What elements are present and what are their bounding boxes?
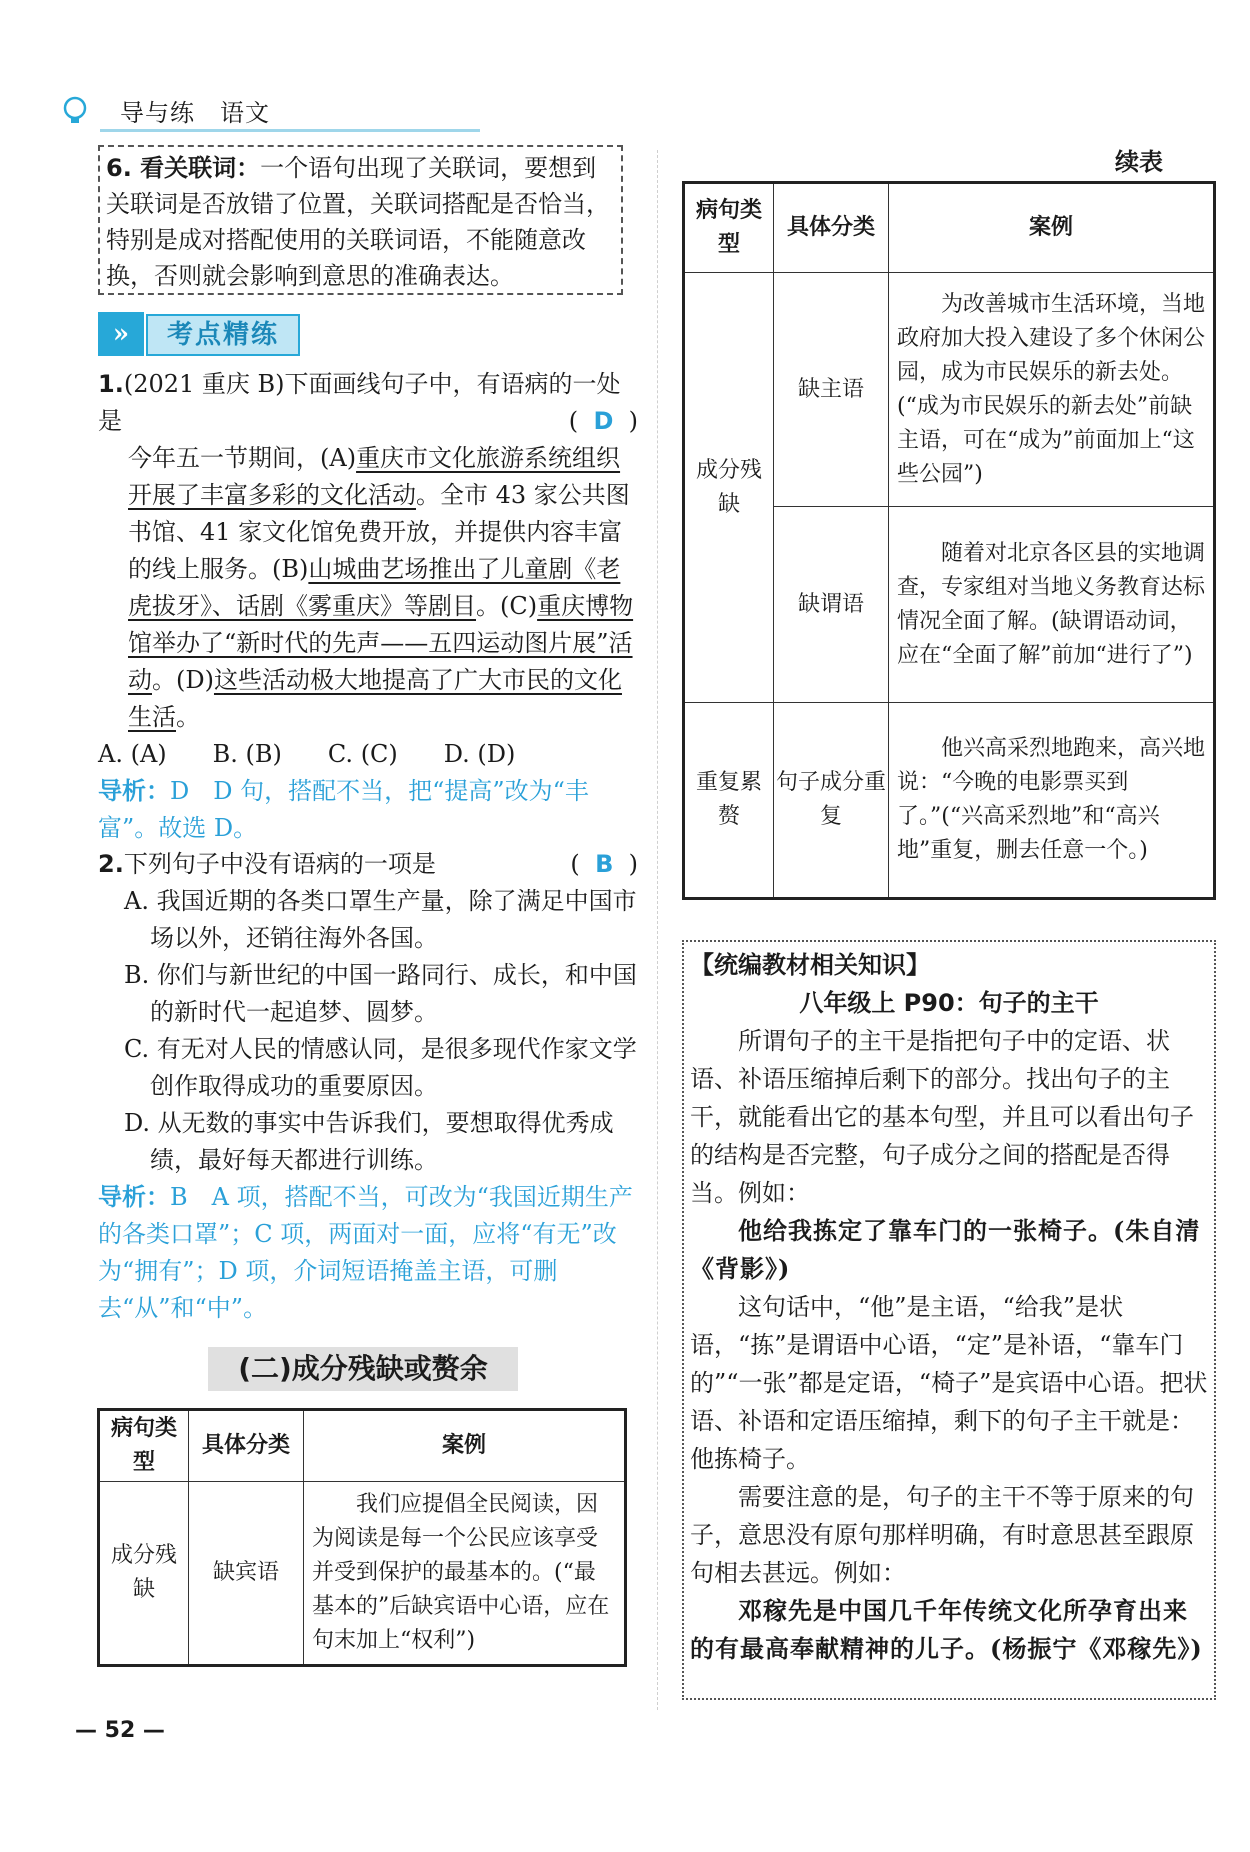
question-2-number: 2. (98, 850, 124, 878)
underline-a: 重庆市文化旅游系统组织开展了丰富多彩的文化活动 (128, 444, 621, 509)
table-right-header (684, 183, 1215, 273)
cell-case: 为改善城市生活环境，当地政府加大投入建设了多个休闲公园，成为市民娱乐的新去处。(“成为市民娱乐的新去处”前缺主语，可在“成为”前面加上“这些公园”) (889, 273, 1215, 507)
question-2-answer-paren: ( B ) (570, 850, 638, 878)
tip-box (98, 145, 623, 295)
question-2-option-c: C. 有无对人民的情感认同，是很多现代作家文学创作取得成功的重要原因。 (124, 1035, 637, 1100)
section-badge (98, 312, 308, 356)
question-1-passage: 今年五一节期间，(A)重庆市文化旅游系统组织开展了丰富多彩的文化活动。全市 43 家公共图书馆、41 家文化馆免费开放，并提供内容丰富的线上服务。(B)山城曲艺场推出了儿童剧《老虎拔牙》、话剧《雾重庆》等剧目。(C)重庆博物馆举办了“新时代的先声——五四运动图片展”活动。(D)这些活动极大地提高了广大市民的文化生活。 (128, 444, 634, 731)
header-case: 案例 (889, 183, 1215, 273)
table-row (684, 703, 1215, 899)
textbook-example-2: 邓稼先是中国几千年传统文化所孕育出来的有最高奉献精神的儿子。(杨振宁《邓稼先》) (690, 1596, 1203, 1663)
section-2-title: (二)成分残缺或赘余 (208, 1347, 518, 1391)
option-d: D. (D) (443, 740, 516, 768)
underline-c: 重庆博物馆举办了“新时代的先声——五四运动图片展”活动 (128, 592, 634, 694)
question-2 (98, 846, 638, 1327)
table-left-header (99, 1410, 626, 1482)
question-2-option-d: D. 从无数的事实中告诉我们，要想取得优秀成绩，最好每天都进行训练。 (124, 1109, 614, 1174)
cell-case: 随着对北京各区县的实地调查，专家组对当地义务教育达标情况全面了解。(缺谓语动词，应在“全面了解”前加“进行了”) (889, 507, 1215, 703)
cell-type: 成分残缺 (684, 273, 774, 703)
question-1-stem: (2021 重庆 B)下面画线句子中，有语病的一处是 (98, 370, 621, 435)
cell-case: 我们应提倡全民阅读，因为阅读是每一个公民应该享受并受到保护的最基本的。(“最基本的”后缺宾语中心语，应在句末加上“权利”) (304, 1482, 626, 1666)
textbook-paragraph-2: 这句话中，“他”是主语，“给我”是状语，“拣”是谓语中心语，“定”是补语，“靠车门的”“一张”都是定语，“椅子”是宾语中心语。把状语、补语和定语压缩掉，剩下的句子主干就是：他拣椅子。 (690, 1293, 1208, 1473)
cell-case: 他兴高采烈地跑来，高兴地说：“今晚的电影票买到了。”(“兴高采烈地”和“高兴地”重复，删去任意一个。) (889, 703, 1215, 899)
header-subtype: 具体分类 (774, 183, 889, 273)
table-left (97, 1408, 627, 1667)
cell-type: 成分残缺 (99, 1482, 189, 1666)
header-type: 病句类型 (99, 1410, 189, 1482)
page-header (60, 95, 420, 127)
option-a: A. (A) (98, 740, 167, 768)
textbook-subtitle: 八年级上 P90：句子的主干 (799, 989, 1099, 1017)
header-title: 导与练 语文 (120, 99, 270, 127)
textbook-example-1: 他给我拣定了靠车门的一张椅子。(朱自清《背影》) (690, 1216, 1201, 1283)
question-1 (98, 366, 638, 847)
underline-b: 山城曲艺场推出了儿童剧《老虎拔牙》、话剧《雾重庆》等剧目 (128, 555, 621, 620)
textbook-paragraph-1: 所谓句子的主干是指把句子中的定语、状语、补语压缩掉后剩下的部分。找出句子的主干，就能看出它的基本句型，并且可以看出句子的结构是否完整，句子成分之间的搭配是否得当。例如： (690, 1027, 1194, 1207)
table-right (682, 181, 1216, 900)
option-b: B. (B) (212, 740, 282, 768)
header-rule (100, 129, 480, 132)
table-row (99, 1482, 626, 1666)
underline-d: 这些活动极大地提高了广大市民的文化生活 (128, 666, 622, 731)
cell-subtype: 缺谓语 (774, 507, 889, 703)
question-1-number: 1. (98, 370, 124, 398)
question-1-options (98, 736, 638, 773)
header-case: 案例 (304, 1410, 626, 1482)
textbook-box (682, 940, 1216, 1700)
cell-subtype: 句子成分重复 (774, 703, 889, 899)
question-2-option-b: B. 你们与新世纪的中国一路同行、成长，和中国的新时代一起追梦、圆梦。 (124, 961, 637, 1026)
question-2-stem-line (98, 846, 638, 883)
header-type: 病句类型 (684, 183, 774, 273)
cell-type: 重复累赘 (684, 703, 774, 899)
header-subtype: 具体分类 (189, 1410, 304, 1482)
question-1-analysis: 导析：D D 句，搭配不当，把“提高”改为“丰富”。故选 D。 (98, 777, 589, 842)
textbook-paragraph-3: 需要注意的是，句子的主干不等于原来的句子，意思没有原句那样明确，有时意思甚至跟原句相去甚远。例如： (690, 1483, 1194, 1587)
continued-label: 续表 (1115, 148, 1163, 176)
textbook-title: 【统编教材相关知识】 (690, 951, 930, 979)
question-2-answer: B (595, 850, 614, 878)
page-number: — 52 — (75, 1718, 165, 1743)
cell-subtype: 缺宾语 (189, 1482, 304, 1666)
cell-subtype: 缺主语 (774, 273, 889, 507)
question-1-answer: D (593, 407, 614, 435)
double-chevron-icon: » (98, 312, 144, 356)
tip-text: 一个语句出现了关联词，要想到关联词是否放错了位置，关联词搭配是否恰当，特别是成对搭配使用的关联词语，不能随意改换，否则就会影响到意思的准确表达。 (106, 154, 610, 290)
tip-key: 6. 看关联词： (106, 154, 261, 182)
option-c: C. (C) (327, 740, 398, 768)
question-2-option-a: A. 我国近期的各类口罩生产量，除了满足中国市场以外，还销往海外各国。 (124, 887, 637, 952)
question-1-answer-paren: ( D ) (568, 407, 638, 435)
column-divider (657, 150, 658, 1710)
question-1-stem-line (98, 366, 638, 440)
section-badge-label: 考点精练 (146, 314, 300, 356)
question-2-stem: 下列句子中没有语病的一项是 (123, 850, 436, 878)
question-2-analysis: 导析：B A 项，搭配不当，可改为“我国近期生产的各类口罩”；C 项，两面对一面，应将“有无”改为“拥有”；D 项，介词短语掩盖主语，可删去“从”和“中”。 (98, 1183, 633, 1322)
table-row (684, 273, 1215, 507)
bulb-logo-icon (60, 95, 90, 125)
